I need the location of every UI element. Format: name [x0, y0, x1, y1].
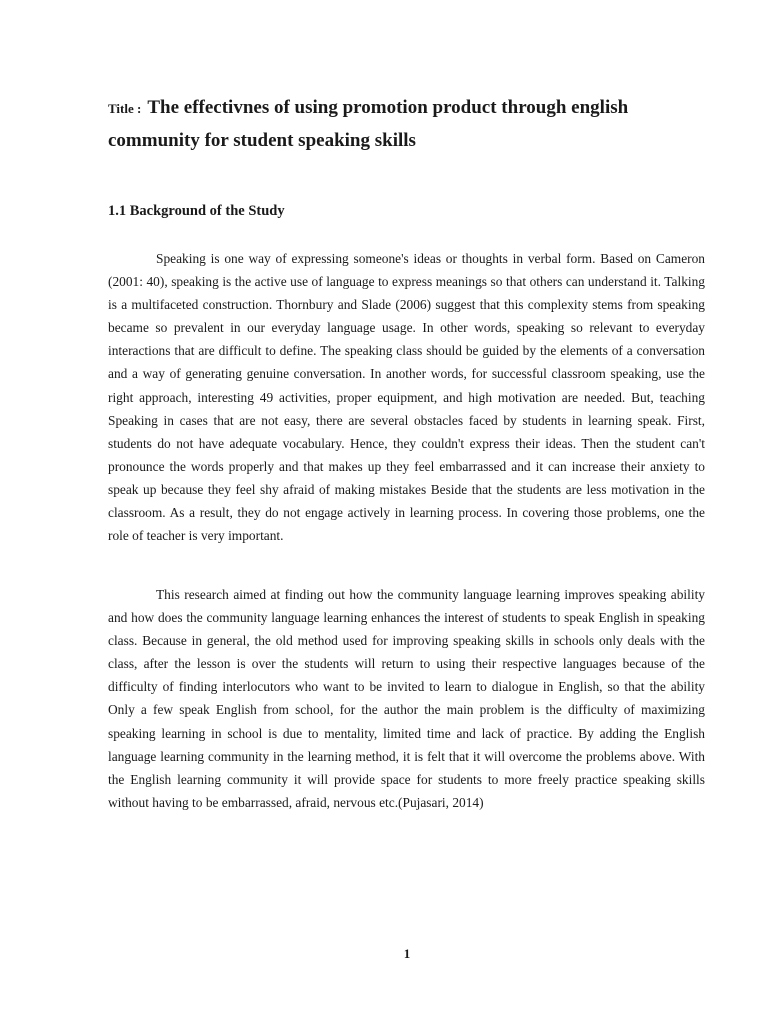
- paragraph-2: This research aimed at finding out how the community language learning improves speaking ability and how does the community language learning enhances the interest of students to speak English in speaking class. Because in general, the old method used for improving speaking skills in schools only deals with the class, after the lesson is over the students will return to using their respective languages because of the difficulty of finding interlocutors who want to be invited to learn to dialogue in English, so that the ability Only a few speak English from school, for the author the main problem is the difficulty of maximizing speaking learning in school is due to mentality, limited time and lack of practice. By adding the English language learning community in the learning method, it is felt that it will overcome the problems above. With the English learning community it will provide space for students to more freely practice speaking skills without having to be embarrassed, afraid, nervous etc.(Pujasari, 2014): [108, 587, 705, 810]
- section-heading: 1.1 Background of the Study: [108, 203, 285, 219]
- document-title: [108, 92, 708, 157]
- paragraph-1: Speaking is one way of expressing someone's ideas or thoughts in verbal form. Based on Cameron (2001: 40), speaking is the active use of language to express meanings so that others can understand it. Talking is a multifaceted construction. Thornbury and Slade (2006) suggest that this complexity stems from speaking became so prevalent in our everyday language usage. In other words, speaking so relevant to everyday interactions that are difficult to define. The speaking class should be guided by the elements of a conversation and a way of generating genuine conversation. In another words, for successful classroom speaking, use the right approach, interesting 49 activities, proper equipment, and high motivation are needed. But, teaching Speaking in cases that are not easy, there are several obstacles faced by students in learning speak. First, students do not have adequate vocabulary. Hence, they couldn't express their ideas. Then the student can't pronounce the words properly and that makes up they feel embarrassed and it can increase their anxiety to speak up because they feel shy afraid of making mistakes Beside that the students are less motivation in the classroom. As a result, they do not engage actively in learning process. In covering those problems, one the role of teacher is very important.: [108, 251, 705, 544]
- title-line-1: [108, 92, 708, 125]
- page-number: 1: [403, 946, 411, 961]
- title-text-1: The effectivnes of using promotion product through english: [147, 97, 629, 118]
- title-line-2: community for student speaking skills: [108, 130, 416, 151]
- title-prefix: Title :: [108, 101, 142, 116]
